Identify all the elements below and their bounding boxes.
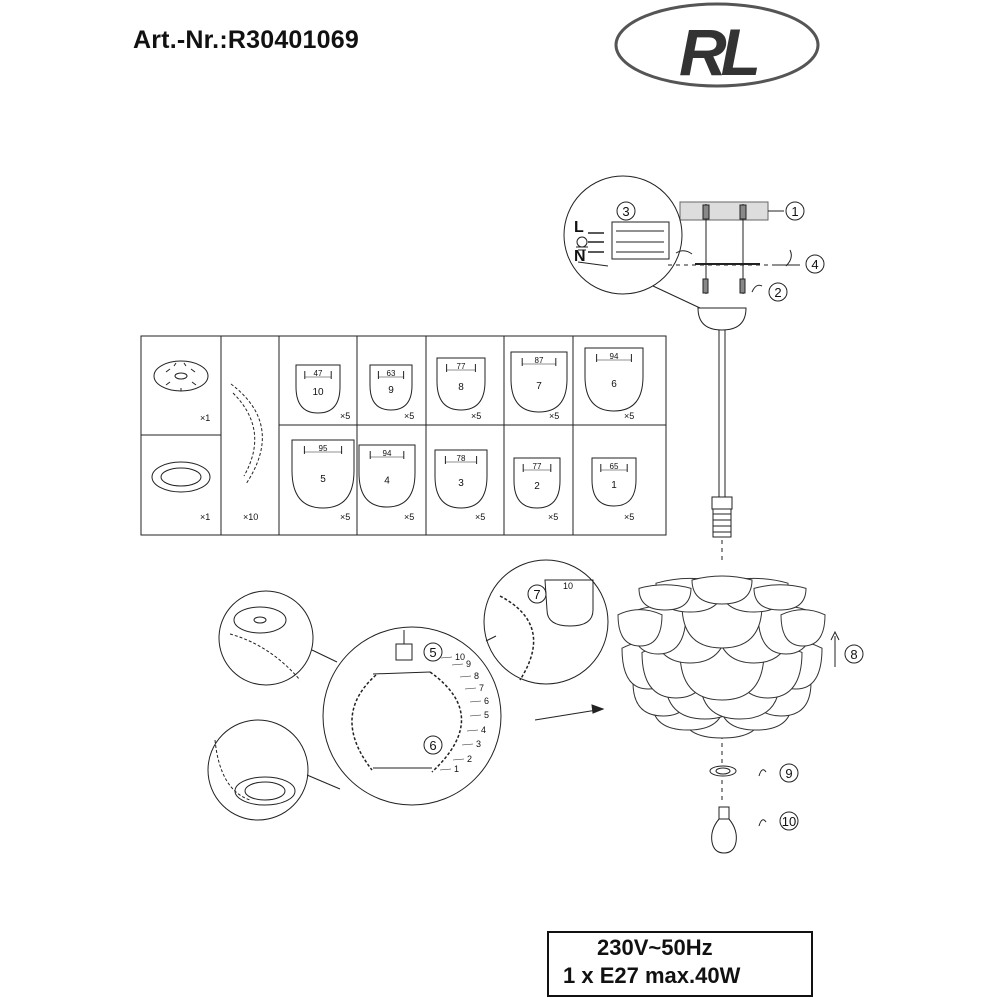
bulb-icon <box>712 807 737 853</box>
svg-text:6: 6 <box>429 738 437 753</box>
step-badge-7 <box>528 585 546 603</box>
logo-text: RL <box>679 15 755 89</box>
petal-qty: ×5 <box>624 512 635 522</box>
lift-arrow-icon <box>831 632 839 667</box>
wiring-detail <box>564 176 700 308</box>
petal-width-label: 47 <box>313 369 323 378</box>
petal-number-label: 4 <box>384 475 390 487</box>
petal-part-2 <box>514 458 560 508</box>
svg-text:3: 3 <box>622 204 630 219</box>
petal-qty: ×5 <box>471 411 482 421</box>
petal-part-4 <box>359 445 415 507</box>
petal-number-label: 1 <box>611 479 617 491</box>
step-badge-10 <box>780 812 798 830</box>
slot-number-2: 2 <box>467 754 473 764</box>
svg-text:5: 5 <box>429 645 437 660</box>
petal-part-5 <box>292 440 354 508</box>
svg-text:7: 7 <box>533 587 541 602</box>
petal-width-label: 78 <box>456 454 466 463</box>
petal-part-10 <box>296 365 340 413</box>
petal-number-label: 6 <box>611 379 617 391</box>
petal-part-3 <box>435 450 487 508</box>
article-number: Art.-Nr.:R30401069 <box>133 26 359 54</box>
petal-part-8 <box>437 358 485 410</box>
petal-qty: ×5 <box>624 411 635 421</box>
spec-bulb: 1 x E27 max.40W <box>563 963 741 988</box>
rib-part <box>231 384 262 484</box>
petal-qty: ×5 <box>340 512 351 522</box>
slot-number-4: 4 <box>481 725 487 735</box>
slot-number-8: 8 <box>474 671 480 681</box>
socket-icon <box>710 766 736 776</box>
slot-number-10: 10 <box>455 652 466 662</box>
petal-width-label: 94 <box>609 352 619 361</box>
assembly-detail <box>208 560 608 820</box>
step-badge-2 <box>769 283 787 301</box>
step-badge-9 <box>780 764 798 782</box>
petal-width-label: 95 <box>318 444 328 453</box>
petal-number-label: 7 <box>536 381 542 393</box>
petal-number-label: 8 <box>458 382 464 394</box>
petal-qty: ×5 <box>475 512 486 522</box>
svg-text:9: 9 <box>785 766 793 781</box>
petal-width-label: 63 <box>386 369 396 378</box>
slot-number-7: 7 <box>479 683 485 693</box>
petal-width-label: 65 <box>609 462 619 471</box>
svg-text:10: 10 <box>781 814 797 829</box>
petal-number-label: 2 <box>534 481 540 492</box>
petal-qty: ×5 <box>549 411 560 421</box>
brand-logo <box>616 4 818 89</box>
rib-qty: ×10 <box>243 512 259 522</box>
petal-qty: ×5 <box>404 512 415 522</box>
ring-qty-2: ×1 <box>200 512 211 522</box>
detail-petal-label: 10 <box>563 581 574 591</box>
petal-width-label: 77 <box>532 462 542 471</box>
step-badge-4 <box>806 255 824 273</box>
svg-text:4: 4 <box>811 257 819 272</box>
slot-number-1: 1 <box>454 764 460 774</box>
parts-table <box>141 336 666 535</box>
petal-part-6 <box>585 348 643 411</box>
svg-text:8: 8 <box>850 647 858 662</box>
electrical-spec-box <box>547 931 813 997</box>
slot-number-6: 6 <box>484 696 490 706</box>
step-badges <box>424 202 863 830</box>
bottom-ring-part <box>152 462 210 492</box>
step-badge-1 <box>786 202 804 220</box>
petal-number-label: 5 <box>320 474 326 486</box>
spec-voltage: 230V~50Hz <box>597 935 713 960</box>
petal-qty: ×5 <box>340 411 351 421</box>
assembled-shade <box>618 576 825 738</box>
slot-number-9: 9 <box>466 659 472 669</box>
step-badge-3 <box>617 202 635 220</box>
wire-live-label: L <box>574 219 584 236</box>
step-badge-5 <box>424 643 442 661</box>
wire-neutral-label: N <box>574 248 586 265</box>
svg-text:2: 2 <box>774 285 782 300</box>
step-badge-6 <box>424 736 442 754</box>
slot-number-5: 5 <box>484 710 490 720</box>
rotate-arrow-icon <box>676 250 791 826</box>
petal-qty: ×5 <box>548 512 559 522</box>
petal-part-9 <box>370 365 412 410</box>
petal-width-label: 94 <box>382 449 392 458</box>
petal-number-label: 9 <box>388 384 394 396</box>
step-badge-8 <box>845 645 863 663</box>
petal-part-1 <box>592 458 636 506</box>
petal-number-label: 3 <box>458 477 464 489</box>
slot-number-3: 3 <box>476 739 482 749</box>
petal-width-label: 77 <box>456 362 466 371</box>
ring-qty-1: ×1 <box>200 413 211 423</box>
svg-text:1: 1 <box>791 204 799 219</box>
petal-part-7 <box>511 352 567 412</box>
petal-width-label: 87 <box>534 356 544 365</box>
petal-number-label: 10 <box>312 386 324 398</box>
top-ring-part <box>154 361 208 391</box>
petal-qty: ×5 <box>404 411 415 421</box>
